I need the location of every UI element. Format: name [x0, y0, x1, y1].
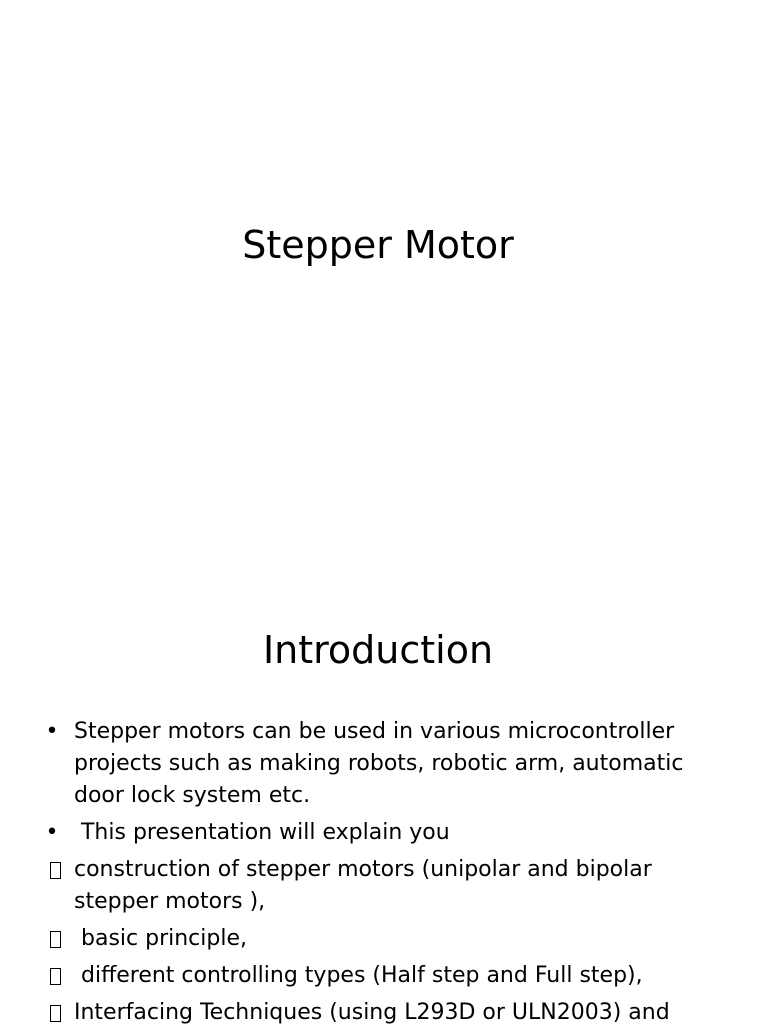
missing-glyph-box-icon — [40, 997, 64, 1024]
list-item-text: Interfacing Techniques (using L293D or ULN2003) and — [74, 1000, 670, 1024]
slide-title: Introduction — [262, 628, 494, 672]
list-item — [40, 716, 700, 812]
list-item — [40, 923, 700, 955]
list-item-text: Stepper motors can be used in various microcontroller projects such as making robots, robotic arm, automatic door lock system etc. — [74, 719, 684, 808]
bullet-icon: • — [45, 719, 59, 744]
list-item — [40, 854, 700, 918]
bullet-list — [40, 716, 700, 1024]
list-item-text: basic principle, — [74, 926, 247, 951]
list-item-text: different controlling types (Half step and Full step), — [74, 963, 643, 988]
list-item — [40, 997, 700, 1024]
list-item — [40, 817, 700, 849]
list-item — [40, 960, 700, 992]
slide-title: Stepper Motor — [242, 223, 514, 267]
missing-glyph-box-icon — [40, 960, 64, 995]
list-item-text: This presentation will explain you — [74, 820, 450, 845]
list-item-text: construction of stepper motors (unipolar and bipolar stepper motors ), — [74, 857, 652, 914]
introduction-slide — [0, 576, 768, 1024]
missing-glyph-box-icon — [40, 923, 64, 958]
bullet-icon: • — [45, 820, 59, 845]
missing-glyph-box-icon — [40, 854, 64, 889]
